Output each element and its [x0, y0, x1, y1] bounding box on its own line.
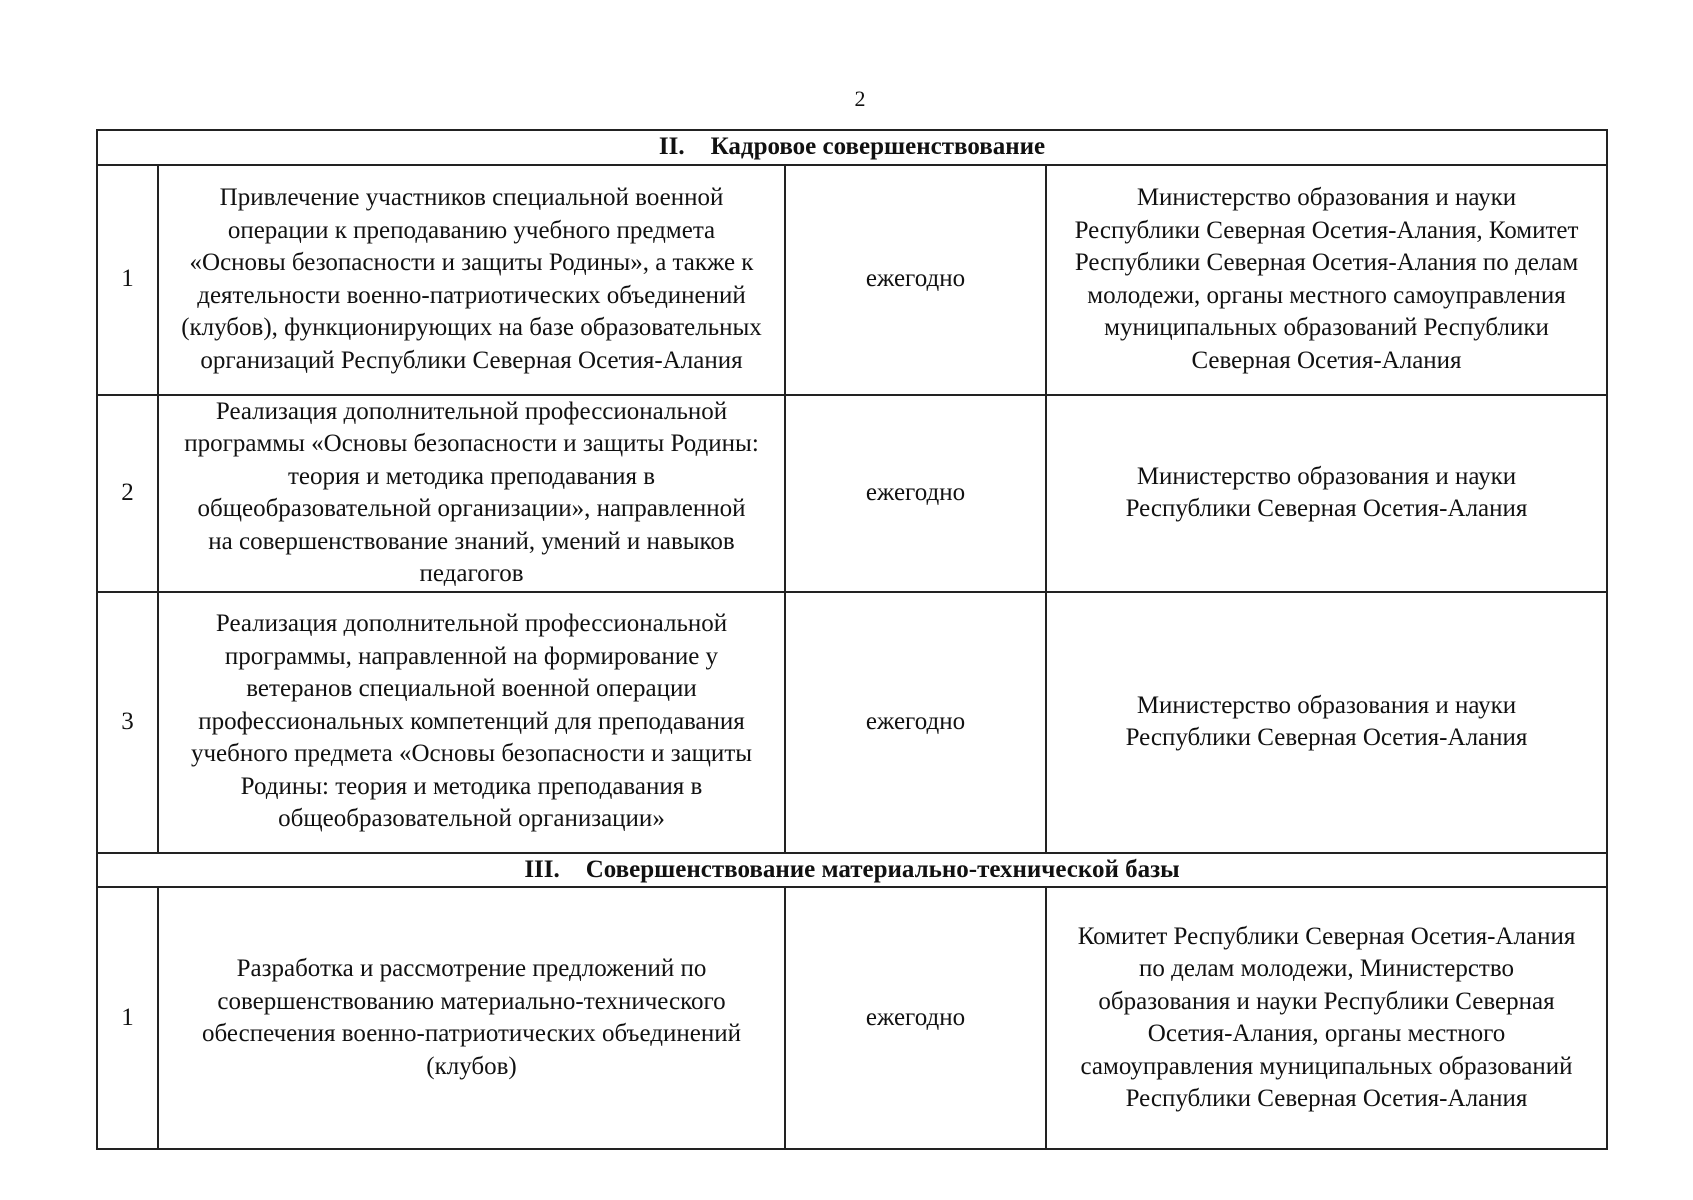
section-number: II. — [658, 133, 685, 160]
period-cell: ежегодно — [785, 887, 1046, 1149]
section-title: Совершенствование материально-технической базы — [585, 855, 1180, 883]
row-number: 2 — [97, 395, 158, 592]
table-row — [97, 395, 1607, 592]
responsible-cell: Министерство образования и науки Республики Северная Осетия-Алания — [1046, 592, 1607, 853]
responsible-cell: Министерство образования и науки Республики Северная Осетия-Алания, Комитет Республики Северная Осетия-Алания по делам молодежи, органы местного самоуправления муниципальных образований Республики Северная Осетия-Алания — [1046, 165, 1607, 395]
table-row — [97, 592, 1607, 853]
page-number: 2 — [854, 86, 866, 111]
table-row — [97, 165, 1607, 395]
section-header — [97, 130, 1607, 165]
activity-cell: Реализация дополнительной профессиональной программы «Основы безопасности и защиты Родины: теория и методика преподавания в общеобразовательной организации», направленной на совершенствование знаний, умений и навыков педагогов — [158, 395, 785, 592]
section-title: Кадровое совершенствование — [710, 133, 1046, 160]
period-cell: ежегодно — [785, 395, 1046, 592]
activity-cell: Разработка и рассмотрение предложений по совершенствованию материально-технического обеспечения военно-патриотических объединений (клубов) — [158, 887, 785, 1149]
section-number: III. — [524, 855, 560, 883]
period-cell: ежегодно — [785, 592, 1046, 853]
activity-cell: Привлечение участников специальной военной операции к преподаванию учебного предмета «Основы безопасности и защиты Родины», а также к деятельности военно-патриотических объединений (клубов), функционирующих на базе образовательных организаций Республики Северная Осетия-Алания — [158, 165, 785, 395]
section-header — [97, 853, 1607, 888]
activity-cell: Реализация дополнительной профессиональной программы, направленной на формирование у ветеранов специальной военной операции профессиональных компетенций для преподавания учебного предмета «Основы безопасности и защиты Родины: теория и методика преподавания в общеобразовательной организации» — [158, 592, 785, 853]
plan-table — [96, 129, 1608, 1150]
row-number: 1 — [97, 165, 158, 395]
section-header-row — [97, 130, 1607, 165]
period-cell: ежегодно — [785, 165, 1046, 395]
responsible-cell: Комитет Республики Северная Осетия-Алания по делам молодежи, Министерство образования и науки Республики Северная Осетия-Алания, органы местного самоуправления муниципальных образований Республики Северная Осетия-Алания — [1046, 887, 1607, 1149]
row-number: 3 — [97, 592, 158, 853]
section-header-row — [97, 853, 1607, 888]
responsible-cell: Министерство образования и науки Республики Северная Осетия-Алания — [1046, 395, 1607, 592]
table-row — [97, 887, 1607, 1149]
row-number: 1 — [97, 887, 158, 1149]
